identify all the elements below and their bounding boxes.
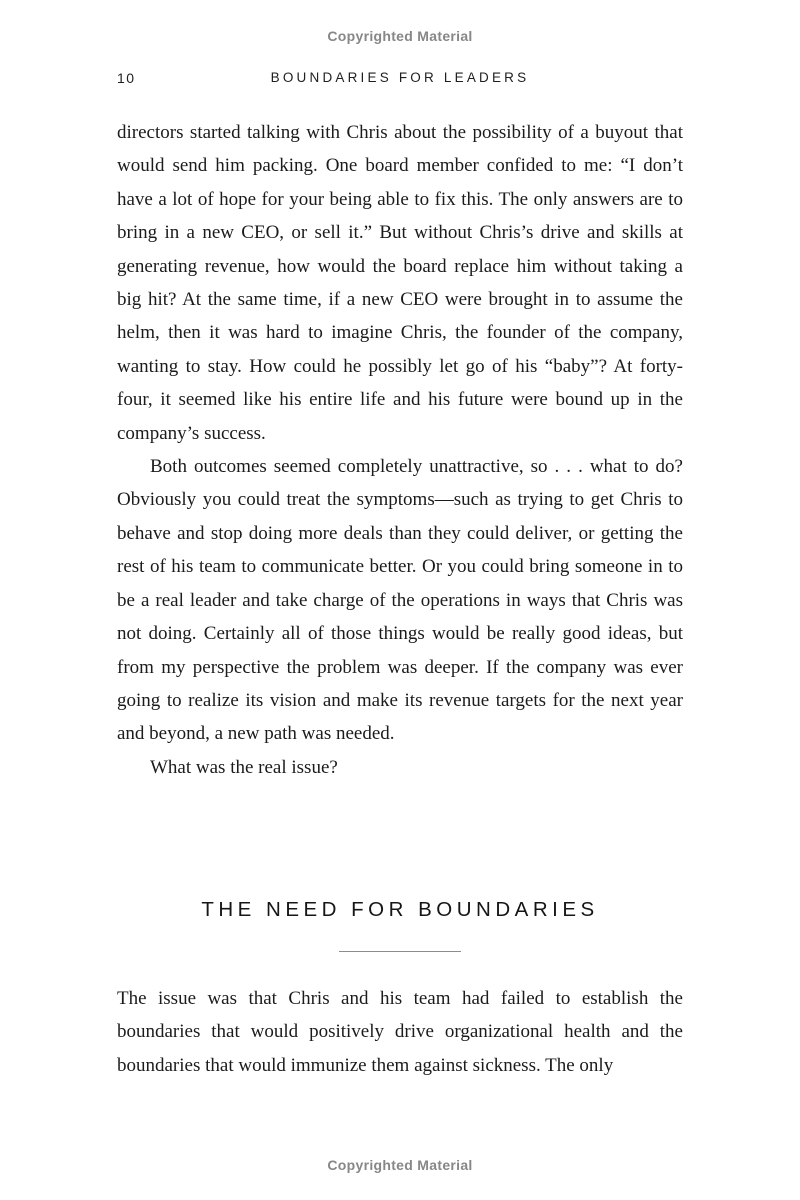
paragraph: The issue was that Chris and his team had failed to establish the boundaries that would positively drive organizational health and the boundaries that would immunize them against sickness. The only (117, 988, 683, 1076)
running-head: BOUNDARIES FOR LEADERS (270, 70, 530, 85)
section-heading: THE NEED FOR BOUNDARIES (201, 898, 599, 921)
paragraph: What was the real issue? (150, 756, 338, 778)
paragraph: directors started talking with Chris about the possibility of a buyout that would send him packing. One board member confided to me: “I don’t have a lot of hope for your being able to fix this. The only answers are to bring in a new CEO, or sell it.” But without Chris’s drive and skills at generating revenue, how would the board replace him without taking a big hit? At the same time, if a new CEO were brought in to assume the helm, then it was hard to imagine Chris, the founder of the company, wanting to stay. How could he possibly let go of his “baby”? At forty-four, it seemed like his entire life and his future were bound up in the company’s success. (117, 122, 683, 444)
paragraph: Both outcomes seemed completely unattractive, so . . . what to do? Obviously you could treat the symptoms—such as trying to get Chris to behave and stop doing more deals than they could deliver, or getting the rest of his team to communicate better. Or you could bring someone in to be a real leader and take charge of the operations in ways that Chris was not doing. Certainly all of those things would be really good ideas, but from my perspective the problem was deeper. If the company was ever going to realize its vision and make its revenue targets for the next year and beyond, a new path was needed. (117, 456, 683, 745)
section-divider-rule (339, 951, 461, 952)
section-body-text-block (117, 982, 683, 1082)
bottom-copyright-notice: Copyrighted Material (327, 1157, 473, 1173)
top-copyright-notice: Copyrighted Material (327, 28, 473, 44)
body-text-block (117, 116, 683, 784)
page-number: 10 (117, 70, 136, 86)
